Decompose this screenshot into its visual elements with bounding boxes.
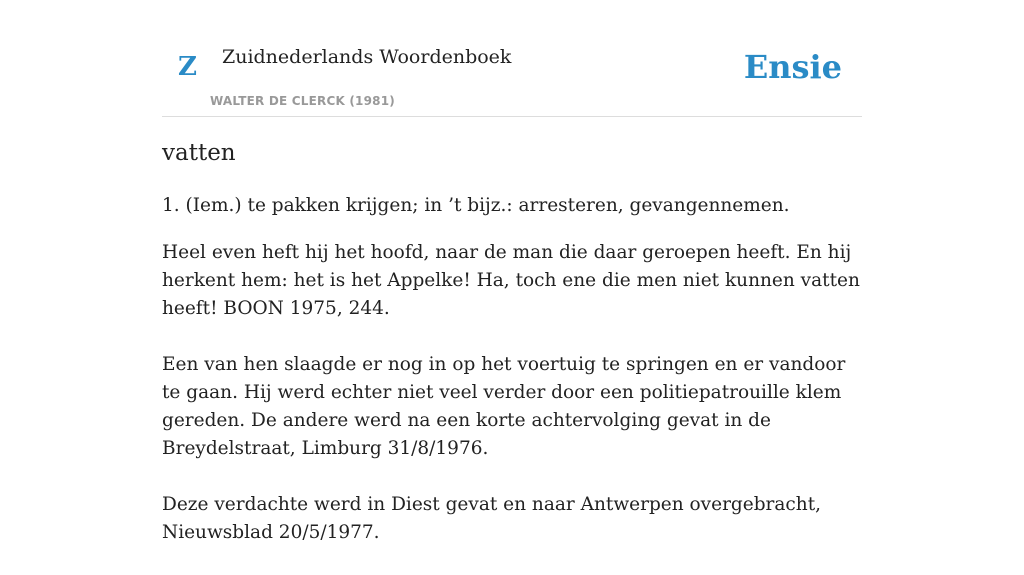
dictionary-logo: Z bbox=[178, 52, 197, 82]
entry-citation: Heel even heft hij het hoofd, naar de man die daar geroepen heeft. En hij herkent hem: het is het Appelke! Ha, toch ene die men niet kunnen vatten heeft! BOON 1975, 244. bbox=[162, 242, 860, 319]
entry-body bbox=[162, 192, 862, 575]
dictionary-title[interactable]: Zuidnederlands Woordenboek bbox=[222, 46, 512, 68]
entry-citation: Deze verdachte werd in Diest gevat en naar Antwerpen overgebracht, Nieuwsblad 20/5/1977. bbox=[162, 494, 822, 543]
entry-citation: Een van hen slaagde er nog in op het voertuig te springen en er vandoor te gaan. Hij werd echter niet veel verder door een politiepatrouille klem gereden. De andere werd na een korte achtervolging gevat in de Breydelstraat, Limburg 31/8/1976. bbox=[162, 354, 846, 459]
entry-headword: vatten bbox=[162, 140, 236, 166]
dictionary-author: WALTER DE CLERCK (1981) bbox=[210, 94, 395, 108]
page-container bbox=[162, 0, 862, 543]
ensie-logo-link[interactable]: Ensie bbox=[743, 48, 842, 86]
entry-definition: 1. (Iem.) te pakken krijgen; in ’t bijz.: arresteren, gevangennemen. bbox=[162, 195, 790, 216]
dictionary-header bbox=[162, 0, 862, 117]
